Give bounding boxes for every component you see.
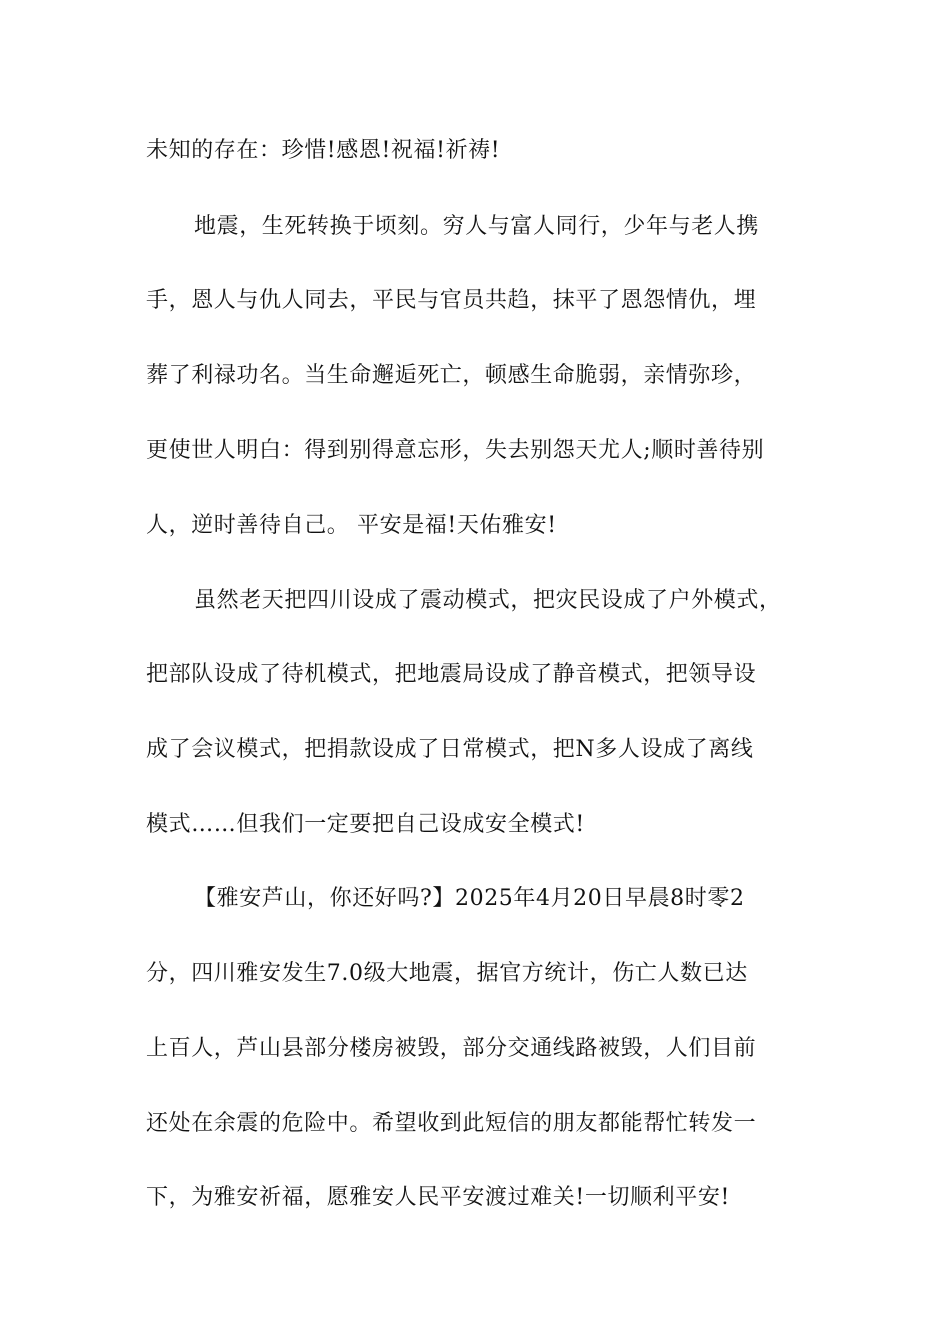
text-line: 人，逆时善待自己。 平安是福!天佑雅安! [146, 513, 557, 538]
text-line: 上百人，芦山县部分楼房被毁，部分交通线路被毁，人们目前 [146, 1036, 757, 1061]
text-line: 更使世人明白：得到别得意忘形，失去别怨天尤人;顺时善待别 [146, 438, 765, 463]
text-line: 葬了利禄功名。当生命邂逅死亡，顿感生命脆弱，亲情弥珍， [146, 363, 757, 388]
text-line: 【雅安芦山，你还好吗?】2025年4月20日早晨8时零2 [194, 886, 745, 911]
text-line: 模式……但我们一定要把自己设成安全模式! [146, 812, 585, 837]
text-line: 手，恩人与仇人同去，平民与官员共趋，抹平了恩怨情仇，埋 [146, 288, 757, 313]
text-line: 还处在余震的危险中。希望收到此短信的朋友都能帮忙转发一 [146, 1111, 757, 1136]
text-line: 分，四川雅安发生7.0级大地震，据官方统计，伤亡人数已达 [146, 961, 748, 986]
text-line: 下，为雅安祈福，愿雅安人民平安渡过难关!一切顺利平安! [146, 1185, 730, 1210]
text-line: 地震，生死转换于顷刻。穷人与富人同行，少年与老人携 [194, 214, 760, 239]
text-line: 未知的存在：珍惜!感恩!祝福!祈祷! [146, 138, 501, 163]
text-line: 虽然老天把四川设成了震动模式，把灾民设成了户外模式， [194, 588, 782, 613]
text-line: 成了会议模式，把捐款设成了日常模式，把N多人设成了离线 [146, 737, 754, 762]
text-line: 把部队设成了待机模式，把地震局设成了静音模式，把领导设 [146, 662, 757, 687]
